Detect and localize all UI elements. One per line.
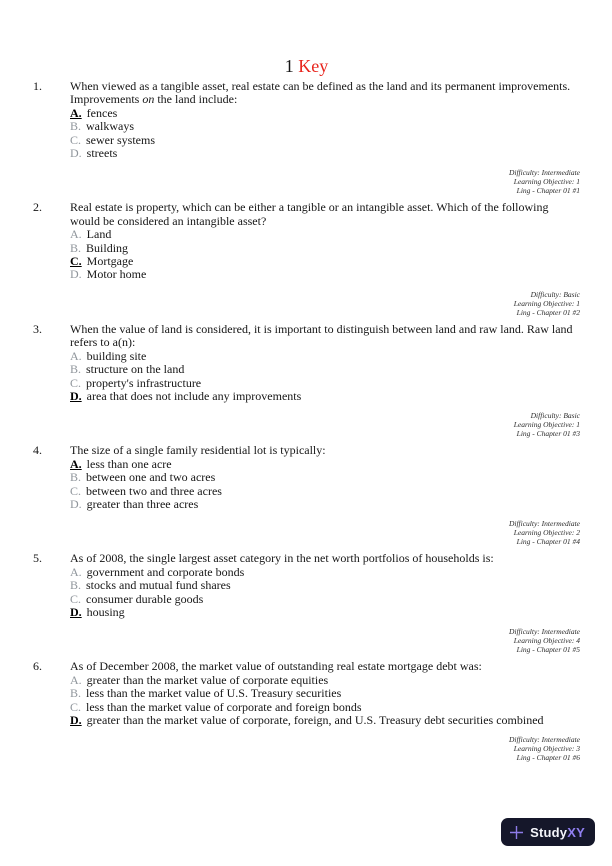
option-letter: B.	[70, 686, 82, 701]
question-number: 5.	[33, 551, 42, 566]
option-text: government and corporate bonds	[86, 564, 245, 579]
option-text: walkways	[86, 119, 135, 134]
metadata-line: Learning Objective: 1	[513, 177, 580, 187]
metadata-line: Learning Objective: 1	[513, 420, 580, 430]
question	[33, 323, 580, 403]
option-text: area that does not include any improvements	[86, 388, 302, 403]
answer-option	[70, 268, 580, 281]
question-text-part: Real estate is property, which can be either a tangible or an intangible asset. Which of the following would be considered an intangible asset?	[70, 200, 549, 228]
option-text: stocks and mutual fund shares	[86, 578, 231, 593]
metadata-line: Ling - Chapter 01 #4	[516, 537, 580, 547]
answer-option	[70, 687, 580, 700]
answer-option	[70, 579, 580, 592]
question-text	[70, 444, 580, 457]
option-letter: B.	[70, 470, 82, 485]
answer-option	[70, 714, 580, 727]
option-letter: C.	[70, 591, 82, 606]
metadata-line: Learning Objective: 2	[513, 528, 580, 538]
question-block	[33, 201, 580, 316]
question	[33, 80, 580, 160]
question-text-part: As of 2008, the single largest asset category in the net worth portfolios of households is:	[70, 551, 494, 566]
option-letter: A.	[70, 672, 82, 687]
metadata-line: Difficulty: Intermediate	[508, 627, 580, 637]
option-text: streets	[86, 146, 118, 161]
metadata-line: Ling - Chapter 01 #3	[516, 429, 580, 439]
answer-option	[70, 593, 580, 606]
options-list	[70, 566, 580, 620]
answer-option	[70, 120, 580, 133]
answer-option	[70, 606, 580, 619]
option-text: Motor home	[86, 267, 147, 282]
metadata-line: Difficulty: Intermediate	[508, 519, 580, 529]
option-text: fences	[86, 105, 118, 120]
question-block	[33, 660, 580, 762]
option-letter: B.	[70, 119, 82, 134]
question-body	[70, 660, 580, 727]
question-body	[70, 323, 580, 403]
option-text: less than the market value of U.S. Treasury securities	[86, 686, 342, 701]
question-text-part: the land include:	[154, 92, 238, 107]
answer-option	[70, 471, 580, 484]
question-metadata	[33, 411, 580, 438]
question-body	[70, 201, 580, 281]
option-text: Building	[86, 240, 129, 255]
option-text: greater than the market value of corporate, foreign, and U.S. Treasury debt securities combined	[86, 713, 544, 727]
option-text: between two and three acres	[86, 483, 222, 498]
metadata-line: Difficulty: Basic	[530, 289, 580, 299]
option-letter: C.	[70, 132, 82, 147]
option-text: greater than the market value of corporate equities	[86, 672, 329, 687]
metadata-line: Difficulty: Intermediate	[508, 735, 580, 745]
metadata-line: Ling - Chapter 01 #1	[516, 186, 580, 196]
plus-icon	[509, 825, 524, 840]
answer-option	[70, 363, 580, 376]
brand-prefix: Study	[530, 824, 568, 840]
question-metadata	[33, 519, 580, 546]
option-letter: A.	[70, 348, 82, 363]
correct-option-letter: A.	[70, 105, 82, 120]
question-metadata	[33, 735, 580, 762]
option-text: building site	[86, 348, 147, 363]
metadata-line: Difficulty: Intermediate	[508, 168, 580, 178]
metadata-line: Ling - Chapter 01 #5	[516, 645, 580, 655]
answer-option	[70, 377, 580, 390]
question-text	[70, 323, 580, 350]
question-text	[70, 80, 580, 107]
question-block	[33, 552, 580, 654]
question	[33, 444, 580, 511]
answer-option	[70, 228, 580, 241]
option-text: property's infrastructure	[86, 375, 202, 390]
question-block	[33, 80, 580, 195]
option-letter: B.	[70, 362, 82, 377]
metadata-line: Learning Objective: 1	[513, 298, 580, 308]
option-text: greater than three acres	[86, 496, 199, 511]
question-text	[70, 660, 580, 673]
options-list	[70, 350, 580, 404]
answer-option	[70, 458, 580, 471]
option-letter: D.	[70, 146, 82, 161]
metadata-line: Learning Objective: 3	[513, 744, 580, 754]
option-letter: C.	[70, 483, 82, 498]
options-list	[70, 458, 580, 512]
options-list	[70, 674, 580, 728]
option-letter: B.	[70, 578, 82, 593]
question-body	[70, 552, 580, 619]
correct-option-letter: D.	[70, 713, 82, 727]
option-text: Mortgage	[86, 254, 134, 269]
brand-text	[530, 825, 585, 840]
question	[33, 660, 580, 727]
option-letter: D.	[70, 496, 82, 511]
answer-option	[70, 498, 580, 511]
answer-option	[70, 350, 580, 363]
option-letter: A.	[70, 564, 82, 579]
answer-option	[70, 255, 580, 268]
metadata-line: Difficulty: Basic	[530, 411, 580, 421]
correct-option-letter: D.	[70, 388, 82, 403]
options-list	[70, 107, 580, 161]
page-title	[33, 54, 580, 78]
correct-option-letter: C.	[70, 254, 82, 269]
question-number: 6.	[33, 659, 42, 674]
question-body	[70, 80, 580, 160]
option-text: less than one acre	[86, 456, 172, 471]
metadata-line: Learning Objective: 4	[513, 636, 580, 646]
question-number: 3.	[33, 321, 42, 336]
answer-option	[70, 566, 580, 579]
question-text	[70, 201, 580, 228]
question-number: 2.	[33, 200, 42, 215]
option-text: structure on the land	[86, 362, 185, 377]
brand-suffix: XY	[567, 824, 585, 840]
option-text: sewer systems	[86, 132, 156, 147]
option-letter: C.	[70, 699, 82, 714]
question-text-part: When the value of land is considered, it is important to distinguish between land and raw land. Raw land refers to a(n):	[70, 321, 573, 350]
correct-option-letter: A.	[70, 456, 82, 471]
option-text: housing	[86, 604, 125, 619]
answer-option	[70, 390, 580, 403]
question-number: 1.	[33, 79, 42, 93]
answer-option	[70, 485, 580, 498]
answer-option	[70, 147, 580, 160]
question	[33, 552, 580, 619]
option-text: Land	[86, 227, 112, 242]
title-number: 1	[284, 56, 294, 76]
options-list	[70, 228, 580, 282]
question-text-part: As of December 2008, the market value of outstanding real estate mortgage debt was:	[70, 659, 482, 674]
answer-option	[70, 107, 580, 120]
question-block	[33, 323, 580, 438]
questions-list	[33, 80, 580, 762]
answer-option	[70, 242, 580, 255]
question-text-part: When viewed as a tangible asset, real estate can be defined as the land and its permanent improvements. Improvements	[70, 79, 571, 107]
question-body	[70, 444, 580, 511]
answer-option	[70, 701, 580, 714]
title-key-label: Key	[298, 56, 329, 76]
answer-option	[70, 674, 580, 687]
question-metadata	[33, 168, 580, 195]
question	[33, 201, 580, 281]
question-block	[33, 444, 580, 546]
question-metadata	[33, 290, 580, 317]
option-letter: D.	[70, 267, 82, 282]
option-letter: B.	[70, 240, 82, 255]
option-letter: C.	[70, 375, 82, 390]
answer-option	[70, 134, 580, 147]
question-text-part: The size of a single family residential lot is typically:	[70, 443, 326, 458]
correct-option-letter: D.	[70, 604, 82, 619]
question-metadata	[33, 627, 580, 654]
option-text: less than the market value of corporate and foreign bonds	[86, 699, 362, 714]
question-text	[70, 552, 580, 565]
option-letter: A.	[70, 227, 82, 242]
question-number: 4.	[33, 443, 42, 458]
metadata-line: Ling - Chapter 01 #2	[516, 307, 580, 317]
option-text: consumer durable goods	[86, 591, 204, 606]
metadata-line: Ling - Chapter 01 #6	[516, 753, 580, 763]
question-text-italic: on	[142, 92, 155, 107]
studyxy-badge	[501, 818, 595, 846]
option-text: between one and two acres	[86, 470, 216, 485]
